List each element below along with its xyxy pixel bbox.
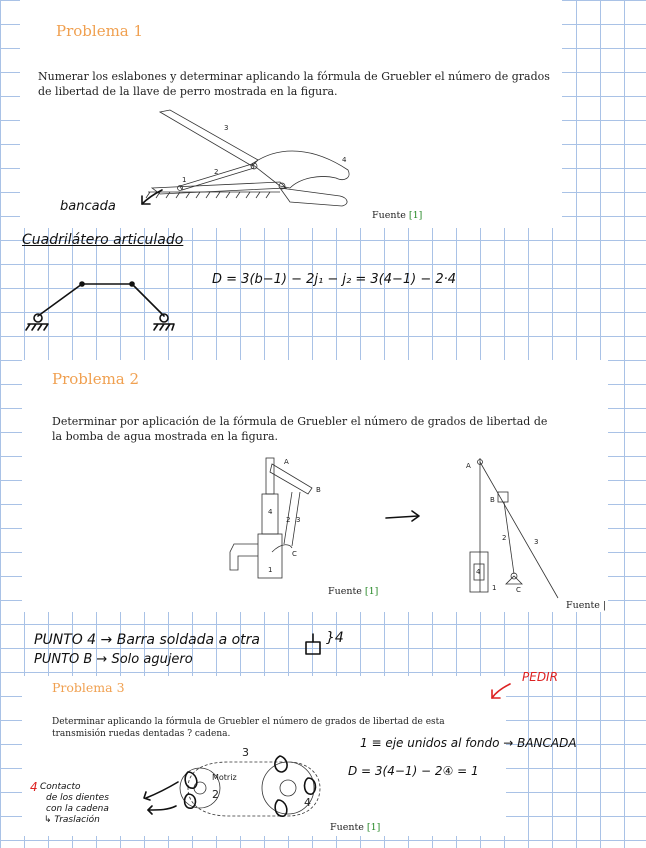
pedir-arrow [488, 680, 518, 702]
contacto-arrows [128, 780, 188, 820]
note-pedir: PEDIR [522, 670, 558, 684]
schematic-label-3: 3 [534, 538, 539, 546]
pump-label-4: 4 [268, 508, 273, 516]
pump-label-b: B [316, 486, 321, 494]
contacto-line-4: ↳ Traslación [44, 815, 100, 825]
problem3-text: Determinar aplicando la fórmula de Gruebler el número de grados de libertad de esta transmisión ruedas dentadas ? cadena. [52, 717, 445, 739]
pump-label-2: 2 [286, 516, 291, 524]
note-punto-b: PUNTO B → Solo agujero [34, 652, 193, 667]
four-bar-sketch [26, 276, 186, 346]
pump-label-3: 3 [296, 516, 301, 524]
bancada-arrow [138, 186, 168, 210]
chain-label-2: 2 [212, 788, 219, 801]
contacto-line-2: de los dientes [46, 793, 109, 803]
problem3-source: Fuente [1] [330, 822, 381, 833]
pliers-label-1: 1 [182, 176, 187, 184]
problem1-source: Fuente [1] [372, 210, 423, 221]
chain-label-motriz: Motriz [212, 773, 237, 782]
problem3-title: Problema 3 [52, 680, 125, 695]
note-bancada-3: 1 ≡ eje unidos al fondo → BANCADA [360, 736, 577, 750]
note-contacto-number: 4 [30, 780, 38, 794]
chain-label-3: 3 [242, 746, 249, 759]
schematic-label-a: A [466, 462, 471, 470]
schematic-label-b: B [490, 496, 495, 504]
pump-figure [220, 452, 330, 584]
chain-figure [168, 748, 328, 828]
pliers-label-3: 3 [224, 124, 229, 132]
note-formula-3: D = 3(4−1) − 2④ = 1 [348, 764, 479, 778]
note-formula-1: D = 3(b−1) − 2j₁ − j₂ = 3(4−1) − 2·4 [212, 272, 457, 287]
pliers-label-4: 4 [342, 156, 347, 164]
schematic-label-c: C [516, 586, 521, 594]
pump-label-1: 1 [268, 566, 273, 574]
problem1-text: Numerar los eslabones y determinar aplicando la fórmula de Gruebler el número de grados de libertad de la llave de perro mostrada en la figura. [38, 70, 550, 98]
problem2-source: Fuente [1] [328, 586, 379, 597]
problem2-text: Determinar por aplicación de la fórmula de Gruebler el número de grados de libertad de la bomba de agua mostrada en la figura. [52, 415, 548, 443]
schematic-label-1: 1 [492, 584, 497, 592]
note-mark-4: }4 [326, 630, 344, 646]
chain-label-4: 4 [304, 796, 311, 809]
schematic-label-4: 4 [476, 568, 481, 576]
pump-label-c: C [292, 550, 297, 558]
problem2-title: Problema 2 [52, 370, 140, 388]
pliers-label-2: 2 [214, 168, 219, 176]
pliers-figure [140, 108, 370, 208]
weld-sketch [302, 632, 326, 658]
pump-schematic [458, 452, 570, 600]
note-contacto [40, 782, 109, 826]
pump-arrow [384, 508, 424, 528]
contacto-line-1: Contacto [40, 782, 81, 792]
note-punto-4: PUNTO 4 → Barra soldada a otra [34, 632, 260, 648]
note-bancada: bancada [60, 199, 116, 214]
problem1-title: Problema 1 [56, 22, 144, 40]
problem2-source-2: Fuente | [566, 600, 607, 611]
contacto-line-3: con la cadena [46, 804, 109, 814]
pump-label-a: A [284, 458, 289, 466]
schematic-label-2: 2 [502, 534, 507, 542]
note-cuadrilatero-heading: Cuadrilátero articulado [22, 232, 184, 248]
